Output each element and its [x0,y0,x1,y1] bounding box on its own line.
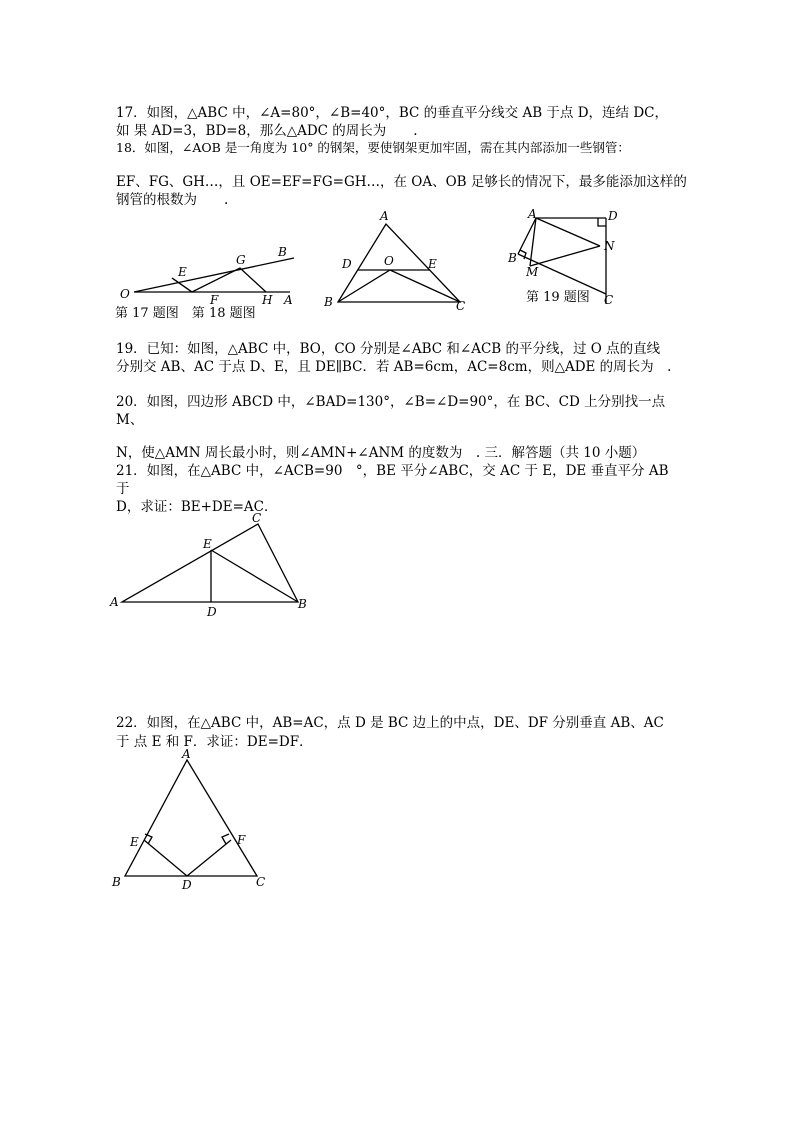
label-O: O [384,254,394,268]
segment-an [536,218,600,246]
q22-line1: 22．如图，在△ABC 中，AB=AC，点 D 是 BC 边上的中点，DE、DF 分别垂直 AB、AC [116,715,664,731]
label-A: A [182,747,191,761]
q18-line2: EF、FG、GH…，且 OE=EF=FG=GH…，在 OA、OB 足够长的情况下，最多能添加这样的 [116,174,687,190]
label-C: C [604,293,614,307]
right-angle-b [520,250,526,259]
ray-ob [134,258,294,292]
label-N: N [604,239,615,253]
label-C: C [256,875,266,889]
figure-q19-triangle [318,209,478,313]
label-O: O [120,287,130,301]
label-B: B [298,597,307,611]
q17-line2: 如 果 AD=3，BD=8，那么△ADC 的周长为 . [116,123,418,139]
q21-line3: D，求证：BE+DE=AC． [116,499,278,515]
caption-fig17-18: 第 17 题图 第 18 题图 [115,306,256,321]
label-G: G [236,253,246,267]
triangle-abc [125,760,257,876]
q18-line1: 18．如图，∠AOB 是一角度为 10° 的钢架，要使钢架更加牢固，需在其内部添加一些钢管： [116,140,630,155]
label-D: D [182,878,192,892]
q22-line2: 于 点 E 和 F．求证：DE=DF． [116,734,313,750]
q19-line1: 19．已知：如图，△ABC 中，BO，CO 分别是∠ABC 和∠ACB 的平分线，过 O 点的直线 [116,341,661,357]
label-B: B [508,251,517,265]
label-D: D [342,257,352,271]
segment-mn [530,246,600,266]
right-angle-d [598,218,606,226]
figure-q22 [108,748,278,890]
label-C: C [456,299,466,313]
label-B: B [324,295,333,309]
label-D: D [608,209,618,223]
q17-line1: 17．如图，△ABC 中，∠A=80°，∠B=40°，BC 的垂直平分线交 AB 于点 D，连结 DC， [116,105,668,121]
label-H: H [262,293,273,307]
segment-df [187,840,231,876]
label-A: A [284,293,293,307]
segment-co [390,270,460,302]
label-F: F [237,833,246,847]
label-M: M [526,265,539,279]
label-A: A [110,595,119,609]
q21-line1: 21．如图，在△ABC 中，∠ACB=90 °，BE 平分∠ABC，交 AC 于 E，DE 垂直平分 AB [116,463,669,479]
label-B: B [112,875,121,889]
label-E: E [130,835,139,849]
label-D: D [207,605,217,619]
q20-line1: 20．如图，四边形 ABCD 中，∠BAD=130°，∠B=∠D=90°，在 BC、CD 上分别找一点 [116,394,666,410]
label-F: F [210,293,219,307]
q21-line2: 于 [116,481,130,497]
label-E: E [428,257,437,271]
q20-line3: N，使△AMN 周长最小时，则∠AMN+∠ANM 的度数为 . 三．解答题（共 10 小题） [116,445,646,461]
label-B: B [278,245,287,259]
label-E: E [203,537,212,551]
label-C: C [252,511,262,525]
label-A: A [528,207,537,221]
q19-line2: 分别交 AB、AC 于点 D、E，且 DE∥BC．若 AB=6cm，AC=8cm，则△ADE 的周长为 . [116,359,672,375]
q18-line3: 钢管的根数为 . [116,192,229,208]
segment-de [144,840,187,876]
label-E: E [178,265,187,279]
caption-fig19: 第 19 题图 [526,290,590,305]
label-A: A [380,209,389,223]
segment-bo [338,270,390,302]
figure-q18 [112,236,302,312]
figure-q21 [110,510,320,622]
q20-line2: M、 [116,412,144,428]
triangle-abc [122,524,298,602]
